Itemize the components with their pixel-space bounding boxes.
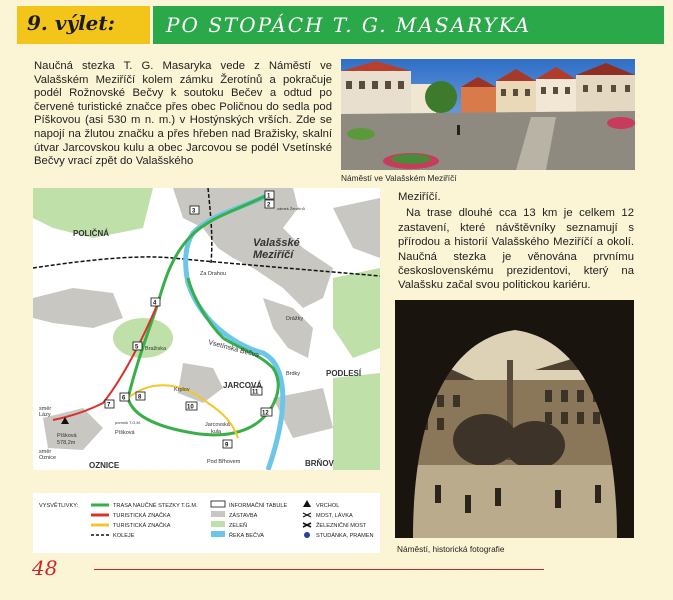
label-smer-oznice-1: směr (39, 449, 52, 455)
legend-info-swatch (211, 501, 225, 507)
label-pod-brhovem: Pod Břhovem (207, 459, 241, 465)
trail-map (33, 188, 380, 470)
stop-9: 9 (225, 442, 229, 449)
stop-10: 10 (187, 404, 194, 411)
label-jarcovska: Jarcovská (205, 422, 230, 428)
stop-5: 5 (135, 344, 139, 351)
legend-col1-item: TRASA NAUČNÉ STEZKY T.G.M. (113, 503, 198, 509)
label-za-drahou: Za Drahou (200, 271, 226, 277)
legend-col1-item: TURISTICKÁ ZNAČKA (113, 523, 171, 529)
town-square-photo (341, 59, 635, 170)
label-mezirici: Meziříčí (253, 249, 294, 261)
legend-builtup-swatch (211, 511, 225, 517)
label-oznice: OZNICE (89, 461, 120, 470)
label-vsetinska-becva: Vsetínská Bečva (207, 339, 260, 360)
label-smer-lazy-1: směr (39, 406, 52, 412)
map-legend (33, 493, 380, 553)
legend-col3-item: ŽELEZNIČNÍ MOST (316, 523, 367, 529)
trail-map-graphic (33, 188, 380, 470)
legend-spring-icon (304, 532, 310, 538)
legend-col1-item: TURISTICKÁ ZNAČKA (113, 513, 171, 519)
label-kula: kula (211, 429, 222, 435)
label-krplov: Krplov (174, 387, 190, 393)
stop-7: 7 (107, 402, 111, 409)
stop-2: 2 (267, 202, 271, 209)
label-piskova: Píšková (115, 430, 135, 436)
stop-8: 8 (138, 394, 142, 401)
stop-12: 12 (262, 410, 269, 417)
route-description: Na trase dlouhé cca 13 km je celkem 12 zastavení, které návštěvníky seznamují s přírodou a historií Valašského Meziříčí a okolí. Naučná stezka je věnována prvnímu československému prezidentovi, který na Valašsku začal svou politickou kariéru. (398, 207, 634, 292)
trip-number: 9. výlet: (27, 11, 116, 35)
legend-railbridge-icon (303, 523, 311, 527)
legend-col3-item: VRCHOL (316, 503, 340, 509)
legend-col2-item: ŘEKA BEČVA (229, 533, 265, 539)
legend-green-swatch (211, 521, 225, 527)
page-title: PO STOPÁCH T. G. MASARYKA (166, 13, 532, 37)
trip-number-box (17, 6, 150, 44)
intro-paragraph: Naučná stezka T. G. Masaryka vede z Náměstí ve Valašském Meziříčí kolem zámku Žerotínů a pokračuje podél Rožnovské Bečvy k soutoku Bečev a odtud po červené turistické značce přes obec Poličnou do sedla pod Píškovou (asi 530 m n. m.) v Hostýnských vrších. Zde se napojí na žlutou značku a přes hřeben nad Bražisky, skalní útvar Jarcovskou kulu a obec Jarcovou se podél Vsetínské Bečvy vrací zpět do Valašského (34, 60, 332, 168)
legend-col2-item: ZÁSTAVBA (229, 513, 258, 519)
legend-peak-icon (303, 500, 311, 507)
label-valasske: Valašské (253, 237, 300, 249)
legend-river-swatch (211, 531, 225, 537)
page-number: 48 (32, 556, 58, 580)
label-pomnik: pomník T.G.M. (115, 420, 141, 425)
footer-rule (94, 569, 544, 570)
label-policna: POLIČNÁ (73, 229, 109, 238)
historic-square-photo (395, 300, 634, 538)
continuation-text: Meziříčí. (398, 191, 441, 203)
label-smer-lazy-2: Lázy (39, 412, 51, 418)
stop-3: 3 (192, 208, 196, 215)
legend-bridge-icon (303, 513, 311, 517)
legend-col3-item: STUDÁNKA, PRAMEN (316, 533, 374, 539)
label-brdky: Brdky (286, 371, 301, 377)
label-piskova-elevation: 578,2m (57, 440, 76, 446)
label-drazky: Drážky (286, 316, 304, 322)
label-brazisko: Bražiska (145, 346, 167, 352)
legend-title: VYSVĚTLIVKY: (39, 503, 79, 509)
label-piskova-peak: Píšková (57, 433, 77, 439)
label-jarcova: JARCOVÁ (223, 381, 263, 390)
top-photo-caption: Náměstí ve Valašském Meziříčí (341, 173, 457, 183)
label-brnov: BRŇOV (305, 459, 334, 468)
label-smer-oznice-2: Oznice (39, 455, 57, 461)
stop-1: 1 (267, 193, 271, 200)
legend-col2-item: ZELEŇ (229, 523, 248, 529)
second-text-block (398, 190, 634, 293)
legend-col1-item: KOLEJE (113, 533, 135, 539)
legend-col2-item: INFORMAČNÍ TABULE (229, 503, 288, 509)
header-bar (17, 6, 664, 44)
label-podlesi: PODLESÍ (326, 369, 362, 378)
title-box (153, 6, 664, 44)
stop-6: 6 (122, 395, 126, 402)
stop-11: 11 (252, 389, 259, 396)
legend-col3-item: MOST, LÁVKA (316, 513, 353, 519)
stop-4: 4 (153, 300, 157, 307)
label-zamek: zámek Žerotínů (277, 206, 305, 211)
bottom-photo-caption: Náměstí, historická fotografie (397, 544, 505, 554)
